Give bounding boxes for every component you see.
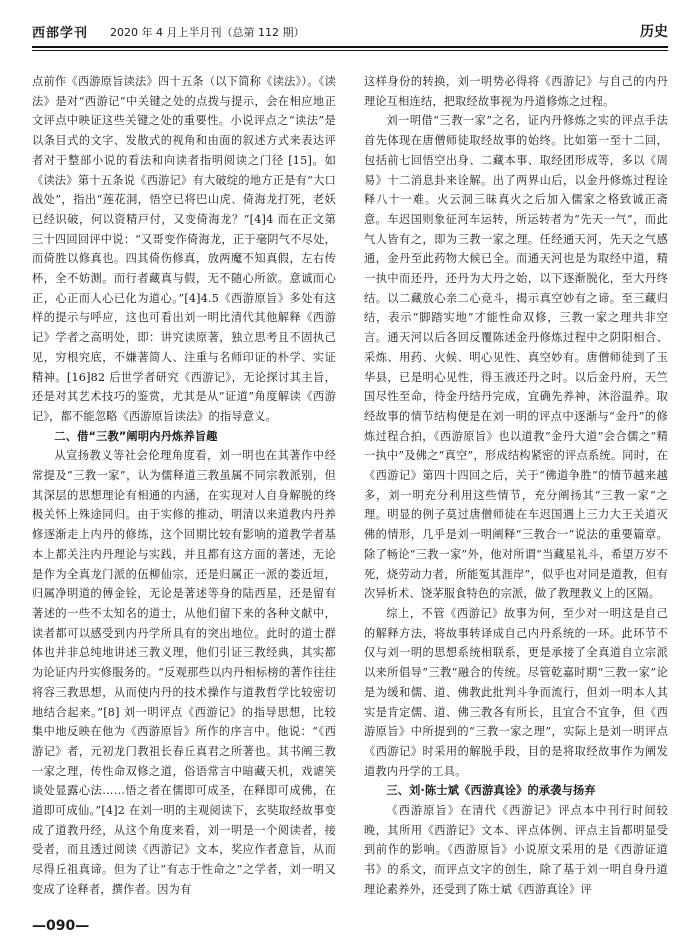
page-header bbox=[32, 20, 668, 44]
issue-info: 2020 年 4 月上半月刊（总第 112 期） bbox=[110, 26, 305, 39]
page-number: —090— bbox=[32, 918, 90, 934]
paragraph: 《西游原旨》在清代《西游记》评点本中刊行时间较晚，其所用《西游记》文本、评点体例、评点主旨都明显受到前作的影响。《西游原旨》小说原文采用的是《西游证道书》的系文，而评点文字的创生，除了基于刘一明自身丹道理论素养外，还受到了陈士斌《西游真诠》评 bbox=[364, 804, 668, 896]
header-rule-thick bbox=[32, 46, 668, 48]
paragraph: 刘一明借“三教一家”之名，证内丹修炼之实的评点手法首先体现在唐僧师徒取经故事的始终。比如第一至十二回，包括前七回悟空出身、二藏本事、取经团形成等，多以《周易》十二消息卦来诠解。出了两界山后，以金丹修炼过程诠释八十一难。火云洞三昧真火之后加入儒家之格致诚正斋意。车迟国则象征河车运转，所运转者为“先天一气”，而此气人皆有之，即为三教一家之理。任经通天河，先天之气感通，金丹至此药物大候已全。而通天河也是为取经中道，精一执中而还丹，还丹为大丹之始，以下逐渐脱化，至大丹终结。以二藏放心亲二心竞斗，揭示真空妙有之谛。至三藏归结，表示“脚踏实地”才能性命双修，三教一家之理共非空言。通天河以后各回反覆陈述金丹修炼过程中之阴阳相合、采炼、用药、火候、明心见性、真空妙有。唐僧师徒到了玉华县，已是明心见性，得玉液还丹之时。以后金丹府，天竺国尽性至命，待金丹结丹完成，宜确先养神，沐浴温养。取经故事的情节结构便是在刘一明的评点中逐渐与“金丹”的修炼过程合拍，《西游原旨》也以道教“金丹大道”会合儒之“精一执中”及佛之“真空”，形成结构紧密的评点系统。同时，在《西游记》第四十四回之后，关于“佛道争胜”的情节越来越多，刘一明充分利用这些情节，充分阐扬其“三教一家”之理。明显的例子莫过唐僧师徒在车迟国遇上三力大王关道灭佛的情形，几乎是刘一明阐释“三教合一”说法的重要篇章。除了畅论“三教一家”外，他对所谓“当藏星礼斗，希望万岁不死，烧劳动力者，所能冤其涯岸”，似乎也对同是道教，但有次异析术、饶茅服食特色的宗派，做了教理教义上的区隔。 bbox=[364, 114, 668, 601]
right-column bbox=[364, 72, 668, 912]
paragraph: 从宣扬教义等社会伦理角度看，刘一明也在其著作中经常提及“三教一家”，认为儒释道三教虽属不同宗教派别，但其深层的思想理论有相通的内涵，在实现对人自身解脱的终极关怀上殊途同归。由于实修的推动，明清以来道教内丹养修逐渐走上内丹的修练，这个回期比较有影响的道教学者基本上都关注内丹理论与实践，并且都有这方面的著述，无论是作为全真龙门派的伍柳仙宗，还是归属正一派的娄近垣，归属净明道的傅金铨，无论是著述等身的陆西星，还是留有著述的一些不太知名的道士，从他们留下来的各种文献中，读者都可以感受到内丹学所具有的突出地位。此时的道士群体也并非总纯地讲述三教义理，他们引证三教经典，其实都为论证内丹实修服务的。“反观那些以内丹相标榜的著作往往将容三教思想，从而使内丹的技术操作与道教哲学比较密切地结合起来。”[8] 刘一明评点《西游记》的指导思想，比较集中地反映在他为《西游原旨》所作的序言中。他说：“《西游记》者，元初龙门教祖长春丘真君之所著也。其书阐三教一家之理，传性命双修之道，俗语常言中暗藏天机，戏谑笑谈处显露心法……悟之者在儒即可成圣，在释即可成佛，在道即可成仙。”[4]2 在刘一明的主观阅读下，玄奘取经故事变成了道教丹经，从这个角度来看，刘一明是一个阅读者，接受者，而且透过阅读《西游记》文本，奖应作者意旨，从而尽得丘祖真谛。但为了让“有志于性命之”之学者，刘一明又变成了诠释者，撰作者。因为有 bbox=[32, 449, 336, 896]
section-title: 历史 bbox=[640, 24, 668, 40]
section-heading: 二、借“三教”阐明内丹炼养旨趣 bbox=[54, 429, 218, 443]
section-heading: 三、刘·陈士斌《西游真诠》的承袭与扬弃 bbox=[386, 784, 596, 798]
paragraph: 综上，不管《西游记》故事为何，至少对一明这是自己的解释方法，将故事转译成自己内丹系统的一环。此环节不仅与刘一明的思想系统相联系，更是承接了全真道自立宗派以来所倡导“三教”融合的传统。尽管乾嘉时期“三教一家”论是为缓和儒、道、佛教此批判斗争而流行，但刘一明本人其实是肯定儒、道、佛三教各有所长，且宜合不宜争，但《西游原旨》中所提到的“三教一家之理”，实际上是刘一明评点《西游记》时采用的解脱手段，目的是将取经故事作为阐发道教内丹学的工具。 bbox=[364, 606, 668, 778]
left-column bbox=[32, 72, 336, 912]
header-rule-thin bbox=[32, 50, 668, 51]
paragraph: 点前作《西游原旨读法》四十五条（以下简称《读法》）。《读法》是对“西游记”中关键之处的点拨与提示，会在相应地正文评点中映证这些关键之处的重要性。小说评点之“读法”是以条目式的文字、发散式的视角和由面的叙述方式来表达评者对于整部小说的看法和向读者指明阅读之门径 [15]。如《读法》第十五条说《西游记》有大破绽的地方正是有“大口战处”，指出“莲花洞，悟空已将巴山虎、倚海龙打死，老妖已经识破，何以资精戸付，又变倚海龙？”[4]4 而在正文第三十四回回评中说：“又哥变作倚海龙，正于毫阴气不尽处，而倚胜以修真也。四其倚伤修真，放两魔不知真假，左右传杯，全不妨测。而行者藏真与假，无不随心所欲。意诚而心正，心正而人心已化为道心。”[4]4.5《西游原旨》多处有这样的提示与呼应，这也可看出刘一明比清代其他解释《西游记》学者之高明处，即：讲究读原著，独立思考且不固执己见，穷根究底，不嫌著简人、注重与名师印证的朴学、实证精神。[16]82 后世学者研究《西游记》，无论探讨其主旨，还是对其艺术技巧的鉴赏，尤其是从“证道”角度解读《西游记》，都不能忽略《西游原旨读法》的指导意义。 bbox=[32, 75, 336, 423]
journal-name: 西部学刊 bbox=[32, 26, 89, 41]
paragraph: 这样身份的转换，刘一明势必得将《西游记》与自己的内丹理论互相连结，把取经故事视为丹道修炼之过程。 bbox=[364, 75, 668, 108]
